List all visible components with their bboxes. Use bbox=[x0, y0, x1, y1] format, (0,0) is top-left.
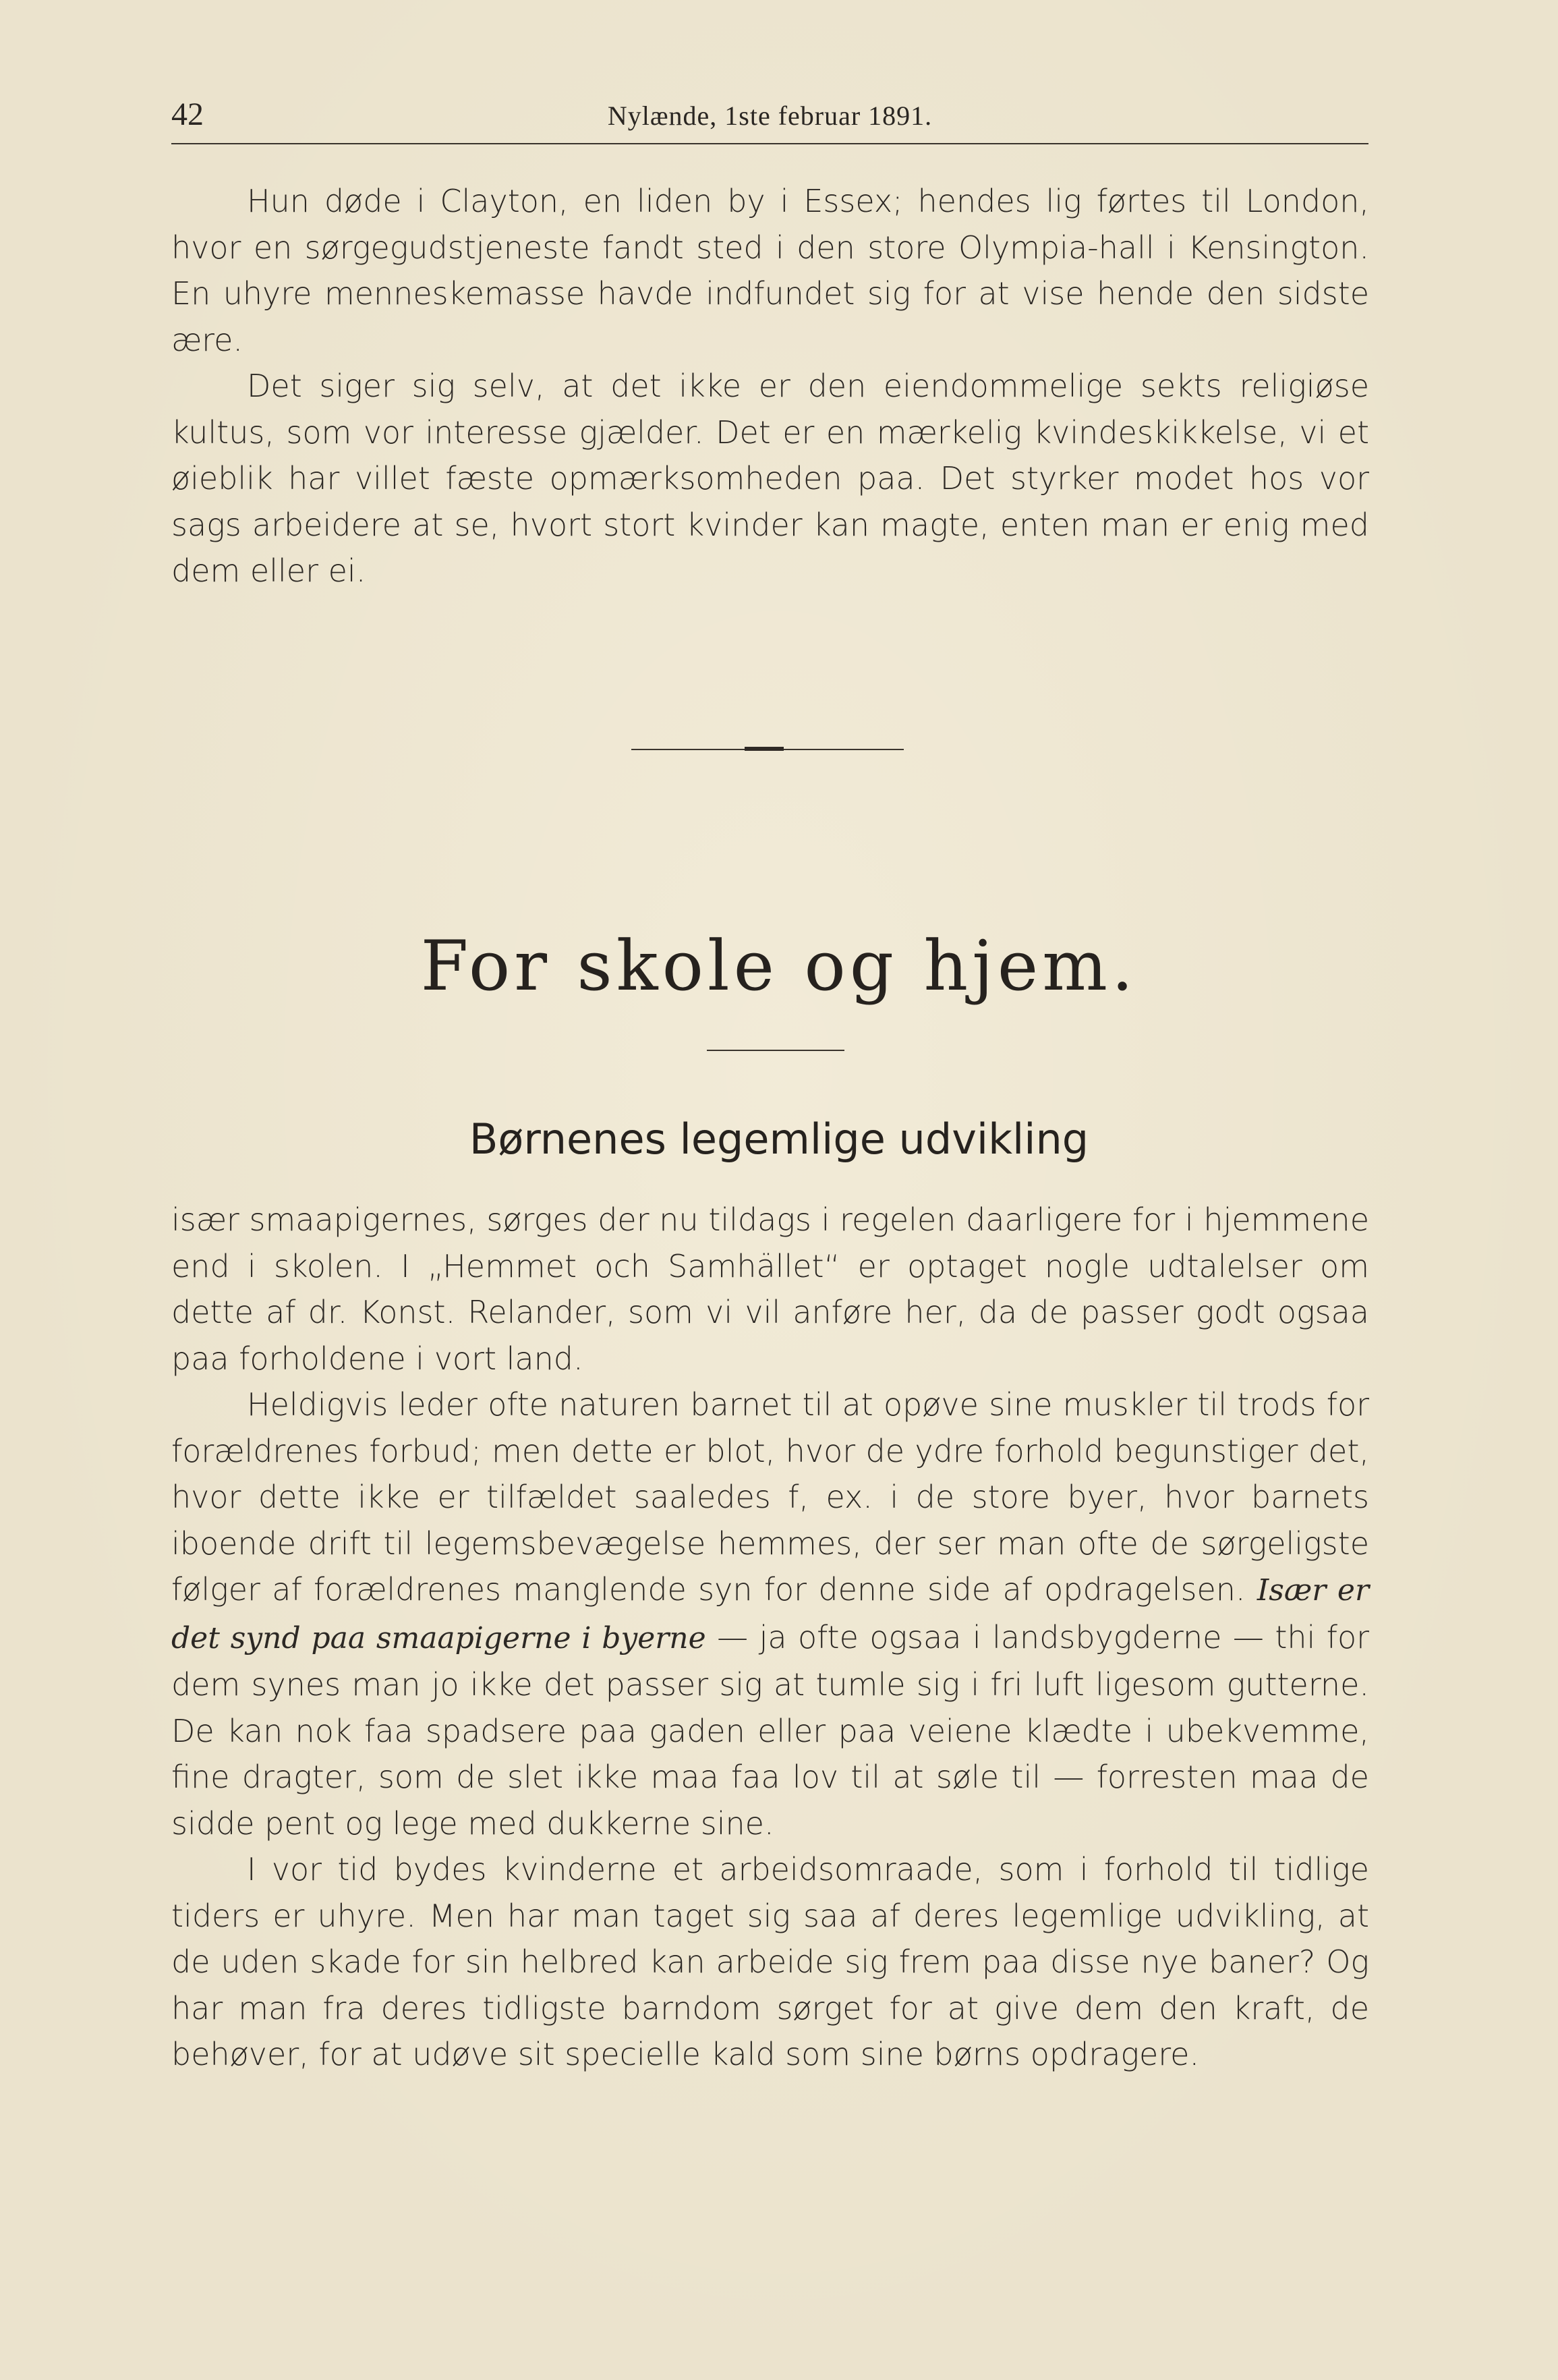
article-paragraph: I vor tid bydes kvinderne et arbeidsomraade, som i forhold til tidlige tiders er uhyre. Men har man taget sig saa af deres legemlige udvikling, at de uden skade for sin helbred kan arbeide sig frem paa disse nye baner? Og har man fra deres tidligste barndom sørget for at give dem den kraft, de behøver, for at udøve sit specielle kald som sine børns opdragere. bbox=[171, 1851, 1369, 2072]
article-paragraph bbox=[171, 1382, 1369, 1846]
title-rule bbox=[707, 1050, 844, 1051]
section-title: For skole og hjem. bbox=[420, 926, 1138, 1007]
article-text bbox=[171, 1197, 1369, 2078]
page-header bbox=[171, 94, 1368, 144]
article-paragraph: især smaapigernes, sørges der nu tildags i regelen daarligere for i hjemmene end i skolen. I „Hemmet och Samhället“ er optaget nogle udtalelser om dette af dr. Konst. Relander, som vi vil anføre her, da de passer godt ogsaa paa forholdene i vort land. bbox=[171, 1201, 1369, 1377]
section-divider-ornament bbox=[745, 747, 784, 751]
article-text-run: Heldigvis leder ofte naturen barnet til at opøve sine muskler til trods for forældrenes forbud; men dette er blot, hvor de ydre forhold begunstiger det, hvor dette ikke er tilfældet saaledes f, ex. i de store byer, hvor barnets iboende drift til legemsbevægelse hemmes, der ser man ofte de sørgeligste følger af forældrenes manglende syn for denne side af opdragelsen. bbox=[171, 1386, 1369, 1608]
article-text-run: — ja ofte ogsaa i landsbygderne — thi for dem synes man jo ikke det passer sig at tumle sig i fri luft ligesom gutterne. De kan nok faa spadsere paa gaden eller paa veiene klædte i ubekvemme, fine dragter, som de slet ikke maa faa lov til at søle til — forresten maa de sidde pent og lege med dukkerne sine. bbox=[171, 1618, 1370, 1842]
article-heading: Børnenes legemlige udvikling bbox=[469, 1114, 1089, 1164]
intro-paragraph: Hun døde i Clayton, en liden by i Essex; hendes lig førtes til London, hvor en sørgegudstjeneste fandt sted i den store Olympia-hall i Kensington. En uhyre menneskemasse havde indfundet sig for at vise hende den sidste ære. bbox=[171, 183, 1369, 358]
intro-text bbox=[171, 178, 1369, 594]
running-head: Nylænde, 1ste februar 1891. bbox=[607, 101, 933, 131]
page-number: 42 bbox=[171, 96, 204, 132]
intro-paragraph: Det siger sig selv, at det ikke er den eiendommelige sekts religiøse kultus, som vor interesse gjælder. Det er en mærkelig kvindeskikkelse, vi et øieblik har villet fæste opmærksomheden paa. Det styrker modet hos vor sags arbeidere at se, hvort stort kvinder kan magte, enten man er enig med dem eller ei. bbox=[171, 368, 1369, 589]
emphasis-text: Især er det synd paa smaapigerne i byerne bbox=[171, 1573, 1369, 1655]
